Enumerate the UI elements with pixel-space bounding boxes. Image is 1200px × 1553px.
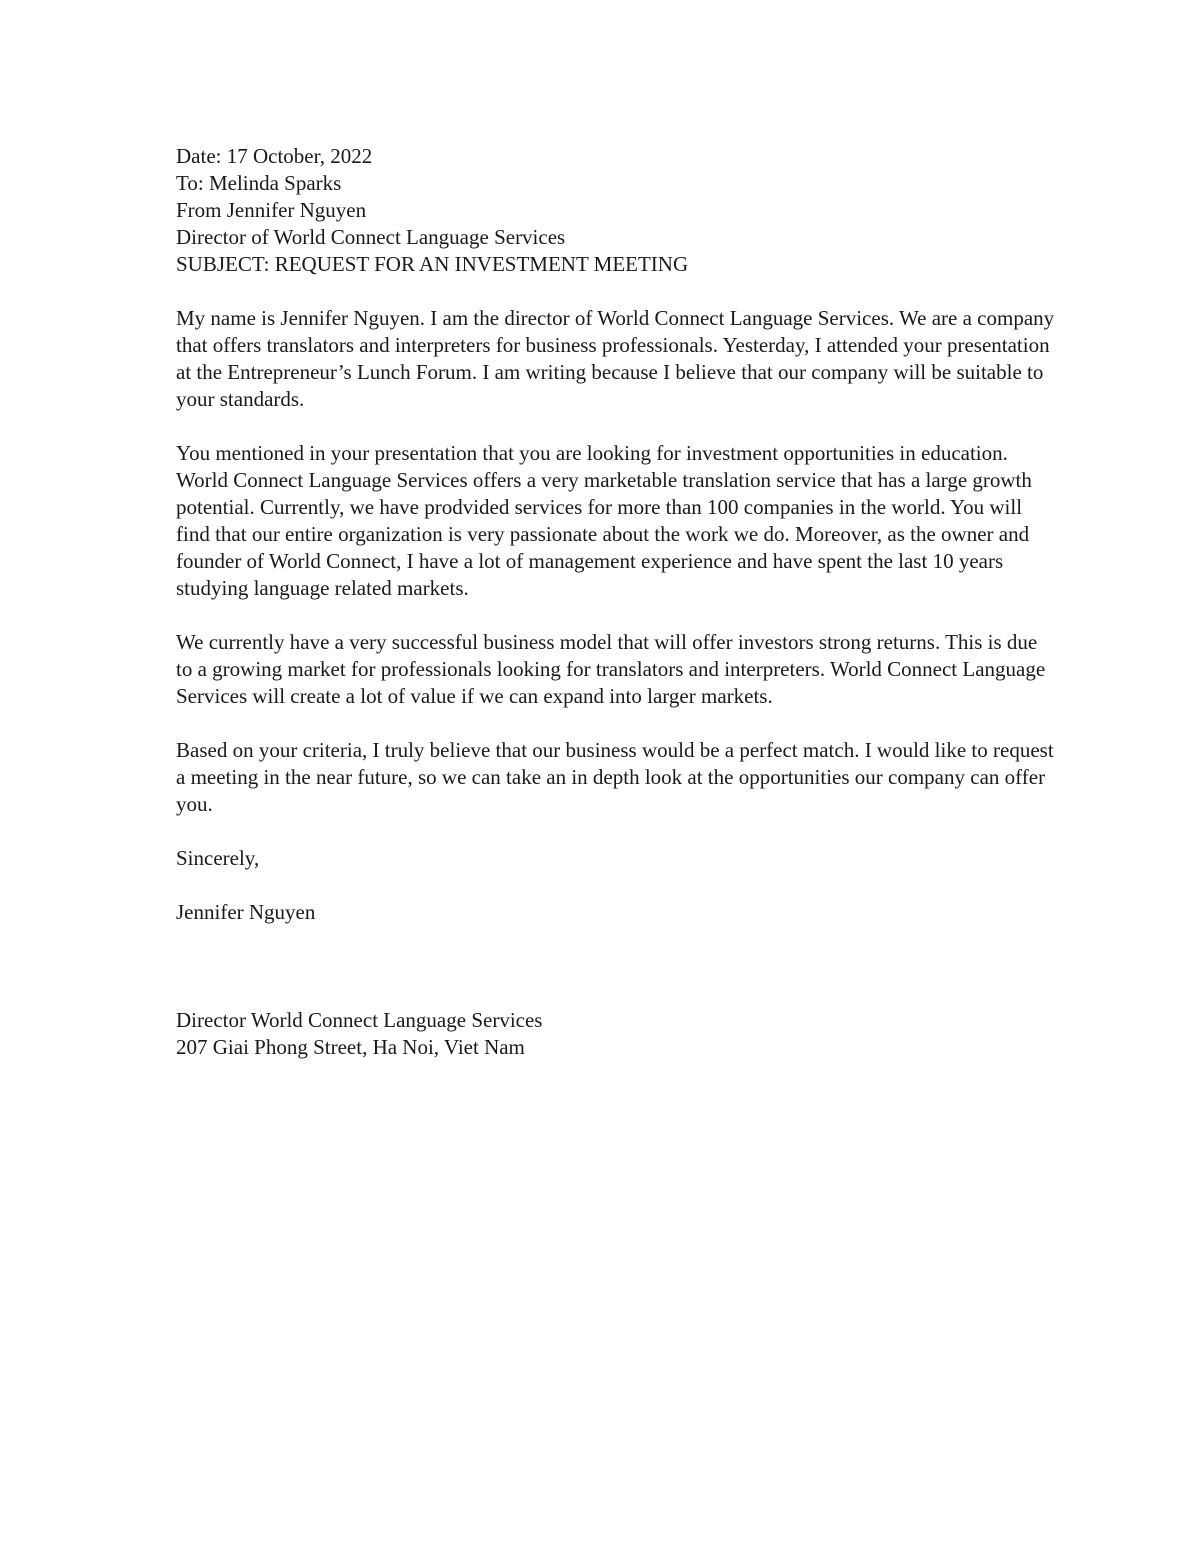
date-line: Date: 17 October, 2022 [176, 144, 373, 168]
signature-block [176, 1007, 1056, 1061]
sender-line: From Jennifer Nguyen [176, 198, 367, 222]
letter-header [176, 143, 1056, 278]
letter-page [176, 143, 1056, 1061]
body-paragraph: Based on your criteria, I truly believe that our business would be a perfect match. I would like to request a meeting in the near future, so we can take an in depth look at the opportunities our company can offer you. [176, 738, 1054, 816]
body-paragraph: We currently have a very successful business model that will offer investors strong returns. This is due to a growing market for professionals looking for translators and interpreters. World Connect Language Services will create a lot of value if we can expand into larger markets. [176, 630, 1046, 708]
body-paragraph: My name is Jennifer Nguyen. I am the director of World Connect Language Services. We are a company that offers translators and interpreters for business professionals. Yesterday, I attended your presentation at the Entrepreneur’s Lunch Forum. I am writing because I believe that our company will be suitable to your standards. [176, 306, 1055, 411]
recipient-line: To: Melinda Sparks [176, 171, 342, 195]
sender-title-line: Director of World Connect Language Services [176, 225, 566, 249]
subject-line: SUBJECT: REQUEST FOR AN INVESTMENT MEETING [176, 252, 689, 276]
closing-salutation: Sincerely, [176, 846, 260, 870]
body-paragraph: You mentioned in your presentation that you are looking for investment opportunities in education. World Connect Language Services offers a very marketable translation service that has a large growth potential. Currently, we have prodvided services for more than 100 companies in the world. You will find that our entire organization is very passionate about the work we do. Moreover, as the owner and founder of World Connect, I have a lot of management experience and have spent the last 10 years studying language related markets. [176, 441, 1032, 600]
signer-name: Jennifer Nguyen [176, 900, 316, 924]
signature-title: Director World Connect Language Services [176, 1008, 543, 1032]
letter-body [176, 305, 1056, 818]
signature-address: 207 Giai Phong Street, Ha Noi, Viet Nam [176, 1035, 525, 1059]
